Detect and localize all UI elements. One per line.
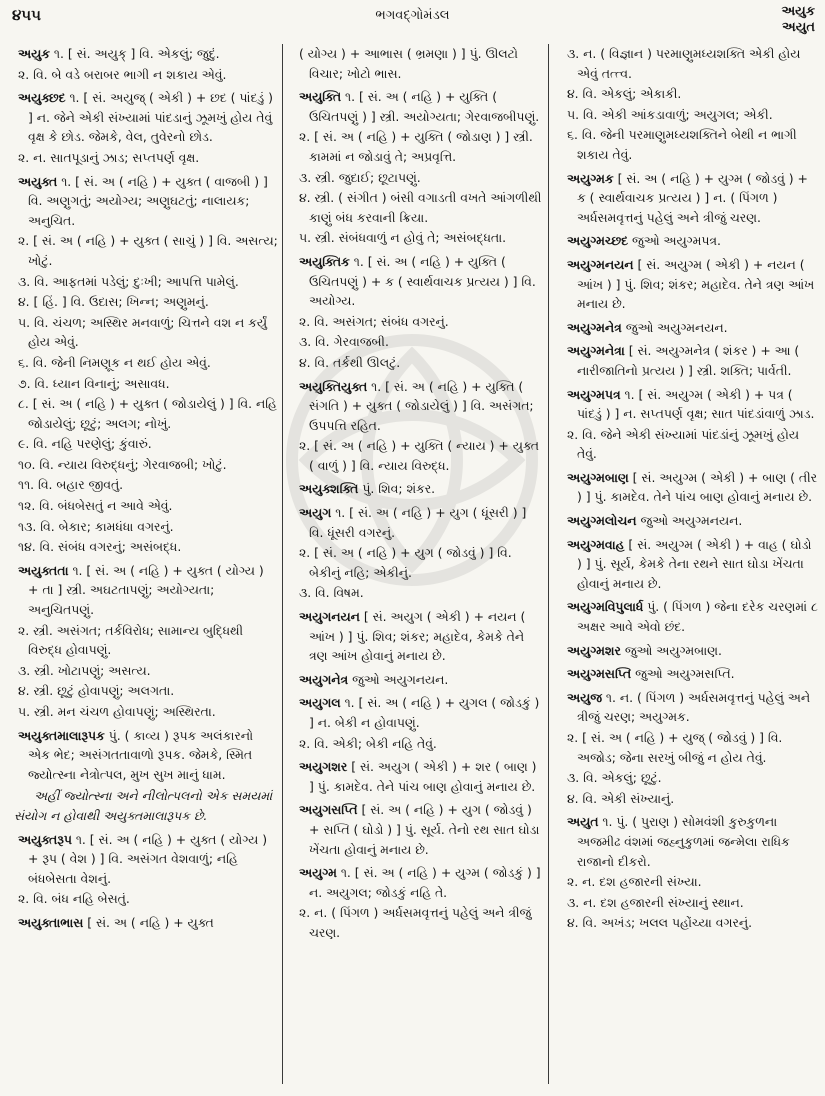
entry-headword: અયુગ્મનેત્રા [567,343,625,359]
column-divider [548,44,549,1084]
dictionary-entry [557,385,819,464]
running-title: ભગવદ્ગોમંડલ [375,8,450,23]
entry-sense: ૫. વિ. એકી આંકડાવાળું; અયુગલ; એકી. [567,106,773,122]
entry-headword: અયુગ [299,505,332,521]
entry-sense: ૩. વિ. એકલું; છૂટું. [567,770,662,786]
page-header [0,0,825,44]
entry-headword: અયુક્તિક [299,253,350,269]
entry-sense: ૧. [ સં. અ ( નહિ ) + યુક્ત ( યોગ્ય ) + તા ] સ્ત્રી. અઘટતાપણું; અયોગ્યતા; અનુચિતપણું. [28,562,264,618]
entry-headword: અયુક્ત [18,173,58,189]
dictionary-entry [557,318,819,338]
dictionary-entry [557,688,819,809]
dictionary-entry [557,812,819,933]
entry-sense: ૫. સ્ત્રી. સંબંધવાળું ન હોવું તે; અસંબદ્ધતા. [299,230,507,246]
entry-headword: અયુગ્મબાણ [567,469,629,485]
entry-sense: ૧. ન. ( પિંગળ ) અર્ધસમવૃત્તનું પહેલું અને ત્રીજું ચરણ; અયુગ્મક. [577,689,811,725]
column-divider [282,44,283,1084]
entry-sense: ૭. વિ. ધ્યાન વિનાનું; અસાવધ. [18,375,170,391]
dictionary-entry [557,641,819,661]
entry-headword: અયુગ્મવિપુલાર્ધ [567,599,644,615]
entry-headword: અયુક્તિયુક્ત [299,378,368,394]
entry-headword: અયુક્તિ [299,89,342,105]
entry-sense: ૧. [ સં. અ ( નહિ ) + યુક્ત ( વાજબી ) ] વિ. અણુગતું; અયોગ્ય; અણુઘટતું; નાલાયક; અનુચિત. [28,173,268,228]
entry-headword: અયુગ્મવાહ [567,536,625,552]
entry-headword: અયુક્તાભાસ [18,914,84,930]
entry-sense: ૨. [ સં. અ ( નહિ ) + યુક્તિ ( જોડાણ ) ] સ્ત્રી. કામમાં ન જોડાવું તે; અપ્રવૃત્તિ. [299,129,533,164]
guide-words [781,4,815,36]
entry-sense: જુઓ અયુગનયન. [352,671,449,687]
entry-sense: ૪. વિ. એકલું; એકાકી. [567,86,682,102]
entry-headword: અયુગ્મનેત્ર [567,319,622,335]
dictionary-entry [289,503,543,603]
entry-sense: ૧૨. વિ. બંધબેસતું ન આવે એવું. [18,498,173,514]
entry-sense: ૧. [ સં. અયુજ્ ( એકી ) + છદ ( પાંદડું ) ] ન. જેને એકી સંખ્યામાં પાંદડાનું ઝૂમખું હોય તેવું વૃક્ષ કે છોડ. જેમકે, વેલ, તુવેરનો છોડ. [28,90,273,145]
entry-sense: ૨. સ્ત્રી. અસંગત; તર્કવિરોધ; સામાન્ય બુદ્ધિથી વિરુદ્ધ હોવાપણું. [18,622,244,658]
dictionary-entry [557,597,819,636]
entry-sense: ૨. વિ. બે વડે બરાબર ભાગી ન શકાય એવું. [18,66,227,82]
entry-sense: ૫. વિ. ચંચળ; અસ્થિર મનવાળું; ચિત્તને વશ ન કર્યું હોય એવું. [18,314,268,350]
entry-sense: જુઓ અયુગ્મનયન. [625,319,728,335]
dictionary-entry [557,535,819,594]
guide-word-first: અયુક [781,4,815,19]
dictionary-entry [289,377,543,476]
entry-headword: અયુગ્મલોચન [567,513,637,529]
entry-sense: ૨. વિ. જેને એકી સંખ્યામાં પાંદડાંનું ઝૂમખું હોય તેવું. [567,426,799,462]
dictionary-entry [557,231,819,251]
entry-sense: [ સં. અયુગ્મ ( એકી ) + વાહ ( ઘોડો ) ] પું. સૂર્ય, કેમકે તેના રથને સાત ઘોડા ખેંચતા હોવાનું મનાય છે. [577,536,812,591]
entry-headword: અયુગ્મપત્ર [567,386,621,402]
dictionary-entry [289,607,543,666]
guide-word-last: અયુત [782,20,815,35]
entry-headword: અયુક [18,46,50,61]
dictionary-column-3 [557,44,819,1090]
entry-sense: ૧. [ સં. અયુગ્મ ( એકી ) + પત્ર ( પાંદડું ) ] ન. સપ્તપર્ણ વૃક્ષ; સાત પાંદડાંવાળું ઝાડ. [577,386,815,422]
entry-sense: ૪. વિ. તર્કથી ઊલટું. [299,354,401,370]
entry-sense: [ સં. અયુગ ( એકી ) + શર ( બાણ ) ] પું. કામદેવ. તેને પાંચ બાણ હોવાનું મનાય છે. [309,759,537,794]
entry-headword: અયુગ્મનયન [567,256,634,272]
dictionary-entry [8,830,278,909]
entry-headword: અયુક્છદ [18,90,66,106]
dictionary-entry [289,757,543,796]
dictionary-entry [289,693,543,753]
dictionary-entry [289,252,543,373]
entry-headword: અયુગનયન [299,609,360,625]
entry-sense: ૨. વિ. બંધ નહિ બેસતું. [18,891,130,907]
entry-sense: ૫. સ્ત્રી. મન ચંચળ હોવાપણું; અસ્થિરતા. [18,704,216,719]
entry-sense: ૧૪. વિ. સંબંધ વગરનું; અસંબદ્ધ. [18,539,182,555]
entry-sense: ૪. વિ. એકી સંખ્યાનું. [567,790,675,806]
entry-sense: [ સં. અયુગ્મનેત્ર ( શંકર ) + આ ( નારીજાતિનો પ્રત્યય ) ] સ્ત્રી. શક્તિ; પાર્વતી. [577,343,800,378]
dictionary-entry [289,44,543,83]
dictionary-entry [557,468,819,507]
entry-sense: ૨. ન. ( પિંગળ ) અર્ધસમવૃત્તનું પહેલું અને ત્રીજું ચરણ. [299,905,532,940]
entry-sense: ૪. સ્ત્રી. ( સંગીત ) બંસી વગાડતી વખતે આંગળીથી કાણું બંધ કરવાની ક્રિયા. [299,190,542,225]
dictionary-entry [557,664,819,684]
entry-sense: ૪. સ્ત્રી. છૂટું હોવાપણું; અલગતા. [18,683,175,699]
entry-sense: ૧૦. વિ. ન્યાય વિરુદ્ધનું; ગેરવાજબી; ખોટું. [18,456,227,472]
entry-sense: ૮. [ સં. અ ( નહિ ) + યુક્ત ( જોડાયેલું ) ] વિ. નહિ જોડાયેલું; છૂટું; અલગ; નોખું. [18,396,277,431]
entry-sense: ૧૩. વિ. બેકાર; કામધંધા વગરનું. [18,518,174,534]
entry-headword: અયુગશર [299,759,348,775]
entry-sense: જુઓ અયુગ્મસપ્તિ. [635,666,735,682]
entry-sense: ૧. [ સં. અ ( નહિ ) + યુક્તિ ( ઉચિતપણું ) ] સ્ત્રી. અયોગ્યતા; ગેરવાજબીપણું. [309,89,540,124]
entry-sense: [ સં. અ ( નહિ ) + યુગ ( જોડવું ) + સપ્તિ ( ઘોડો ) ] પું. સૂર્ય. તેનો રથ સાત ઘોડા ખેંચતા હોવાનું મનાય છે. [309,802,540,857]
dictionary-entry [8,726,278,826]
entry-sense: ૧. [ સં. અયુક્ ] વિ. એકલું; જુદું. [53,46,220,61]
dictionary-entry [8,88,278,167]
dictionary-entry [557,169,819,228]
entry-note: અહીં જ્યોત્સ્ના અને નીલોત્પલનો એક સમયમાં સંયોગ ન હોવાથી અયુક્તમાલારૂપક છે. [14,788,273,823]
dictionary-entry [289,479,543,499]
entry-sense: ૩. વિ. આફતમાં પડેલું; દુઃખી; આપત્તિ પામેલું. [18,273,239,289]
entry-sense: ૧. [ સં. અ ( નહિ ) + યુગ ( ધૂંસરી ) ] વિ. ધૂંસરી વગરનું. [309,505,527,540]
entry-sense: ૨. [ સં. અ ( નહિ ) + યુગ ( જોડવું ) ] વિ. બેકીનું નહિ; એકીનું. [299,545,512,580]
entry-sense: પું. ( પિંગળ ) જેના દરેક ચરણમાં ૮ અક્ષર આવે એવો છંદ. [577,599,818,635]
entry-sense: ૬. વિ. જેની પરમાણુમધ્યશક્તિને બેથી ન ભાગી શકાય તેવું. [567,127,797,162]
entry-sense: ૯. વિ. નહિ પરણેલું; કુંવારું. [18,436,152,452]
entry-sense: જુઓ અયુગ્મબાણ. [624,642,722,658]
dictionary-entry [289,87,543,248]
entry-headword: અયુગ્મ [299,865,337,881]
dictionary-entry [289,863,543,942]
entry-sense: પું. શિવ; શંકર. [362,481,436,497]
entry-sense: ( યોગ્ય ) + આભાસ ( ભ્રમણા ) ] પું. ઊલટો વિચાર; ખોટો ભાસ. [299,46,518,81]
entry-headword: અયુગ્મસપ્તિ [567,666,632,682]
entry-sense: ૧૧. વિ. બહાર જીવતું. [18,477,124,493]
dictionary-entry [557,255,819,314]
entry-sense: ૧. [ સં. અ ( નહિ ) + યુક્તિ ( સંગતિ ) + યુક્ત ( જોડાયેલું ) ] વિ. અસંગત; ઉપપત્તિ રહિત. [309,378,534,433]
entry-headword: અયુગનેત્ર [299,671,349,687]
entry-headword: અયુગ્મક [567,170,614,186]
entry-headword: અયુક્તરૂપ [18,831,72,847]
entry-sense: જુઓ અયુગ્મપત્ર. [632,233,721,249]
dictionary-entry [8,913,278,933]
dictionary-column-2 [289,44,543,1090]
dictionary-entry [557,511,819,531]
entry-sense: ૧. [ સં. અ ( નહિ ) + યુક્ત ( યોગ્ય ) + રૂપ ( વેશ ) ] વિ. અસંગત વેશવાળું; નહિ બંધબેસતા વેશનું. [28,831,268,886]
dictionary-entry [8,561,278,722]
entry-sense: ૬. વિ. જેની નિમણૂક ન થઈ હોય એવું. [18,354,211,370]
entry-headword: અયુગસપ્તિ [299,802,358,818]
page-number: ૪૫૫ [12,6,42,24]
entry-sense: ૩. વિ. ગેરવાજબી. [299,334,389,350]
entry-headword: અયુક્તમાલારૂપક [18,727,105,743]
entry-sense: ૪. [ હિં. ] વિ. ઉદાસ; ખિન્ન; અણુમનું. [18,294,209,310]
entry-sense: ૨. ન. દશ હજારની સંખ્યા. [567,874,702,890]
entry-sense: ૧. [ સં. અ ( નહિ ) + યુક્તિ ( ઉચિતપણું ) + ક ( સ્વાર્થવાચક પ્રત્યય ) ] વિ. અયોગ્ય. [309,253,536,309]
dictionary-entry [557,341,819,380]
entry-sense: [ સં. અયુગ ( એકી ) + નયન ( આંખ ) ] પું. શિવ; શંકર; મહાદેવ, કેમકે તેને ત્રણ આંખ હોવાનું મનાય છે. [309,609,526,664]
entry-sense: ૩. સ્ત્રી. ખોટાપણું; અસત્ય. [18,662,151,678]
entry-sense: [ સં. અયુગ્મ ( એકી ) + નયન ( આંખ ) ] પું. શિવ; શંકર; મહાદેવ. તેને ત્રણ આંખ મનાય છે. [577,256,815,312]
entry-headword: અયુત [567,814,599,830]
entry-sense: ૩. ન. દશ હજારની સંખ્યાનું સ્થાન. [567,894,744,910]
entry-sense: ૧. પું. ( પુરાણ ) સોમવંશી કુરુકુળના અજમીઢ વંશમાં જહ્નુકુળમાં જન્મેલા રાધિક રાજાનો દીકરો. [577,814,790,869]
entry-headword: અયુક્તતા [18,562,69,578]
entry-sense: [ સં. અ ( નહિ ) + યુગ્મ ( જોડવું ) + ક ( સ્વાર્થવાચક પ્રત્યય ) ] ન. ( પિંગળ ) અર્ધસમવૃત્તનું પહેલું અને ત્રીજું ચરણ. [577,170,808,225]
entry-sense: ૩. ન. ( વિજ્ઞાન ) પરમાણુમધ્યશક્તિ એકી હોય એવું તત્ત્વ. [567,46,801,81]
entry-sense: [ સં. અયુગ્મ ( એકી ) + બાણ ( તીર ) ] પું. કામદેવ. તેને પાંચ બાણ હોવાનું મનાય છે. [577,469,818,505]
entry-sense: ૧. [ સં. અ ( નહિ ) + યુગલ ( જોડકું ) ] ન. બેકી ન હોવાપણું. [309,695,540,730]
entry-sense: ૨. વિ. એકી; બેકી નહિ તેવું. [299,735,437,751]
entry-sense: ૨. [ સં. અ ( નહિ ) + યુક્તિ ( ન્યાય ) + યુક્ત ( વાળું ) ] વિ. ન્યાય વિરુદ્ધ. [299,438,539,473]
dictionary-column-1 [8,44,278,1090]
entry-sense: ૩. સ્ત્રી. જુદાઈ; છૂટાપણું. [299,169,421,185]
dictionary-entry [289,670,543,690]
entry-headword: અયુગ્મચ્છદ [567,233,629,249]
entry-sense: ૨. [ સં. અ ( નહિ ) + યુજ્ ( જોડવું ) ] વિ. અજોડ; જેના સરખું બીજું ન હોય તેવું. [567,730,783,765]
entry-sense: ૪. વિ. અખંડ; ખલલ પહોંચ્યા વગરનું. [567,915,753,931]
entry-headword: અયુગ્મશર [567,642,621,658]
entry-headword: અયુક્શક્તિ [299,481,359,497]
dictionary-entry [557,44,819,165]
entry-headword: અયુજ [567,689,602,705]
dictionary-entry [8,44,278,84]
entry-sense: [ સં. અ ( નહિ ) + યુક્ત [87,914,214,930]
entry-sense: ૨. વિ. અસંગત; સંબંધ વગરનું. [299,313,449,329]
entry-headword: અયુગલ [299,695,341,711]
entry-sense: પું. ( કાવ્ય ) રૂપક અલંકારનો એક ભેદ; અસંગતતાવાળો રૂપક. જેમકે, સ્મિત જ્યોત્સ્ના નેત્રોત્પલ, મુખ સુખ માનું ધામ. [28,727,254,782]
entry-sense: ૧. [ સં. અ ( નહિ ) + યુગ્મ ( જોડકું ) ] ન. અયુગલ; જોડકું નહિ તે. [309,865,541,900]
entry-sense: ૩. વિ. વિષમ. [299,585,364,601]
entry-sense: ૨. ન. સાતપૂડાનું ઝાડ; સપ્તપર્ણ વૃક્ષ. [18,149,200,165]
entry-sense: જુઓ અયુગ્મનયન. [640,513,743,529]
dictionary-entry [8,172,278,557]
dictionary-entry [289,800,543,859]
entry-sense: ૨. [ સં. અ ( નહિ ) + યુક્ત ( સાચું ) ] વિ. અસત્ય; ખોટું. [18,233,278,268]
